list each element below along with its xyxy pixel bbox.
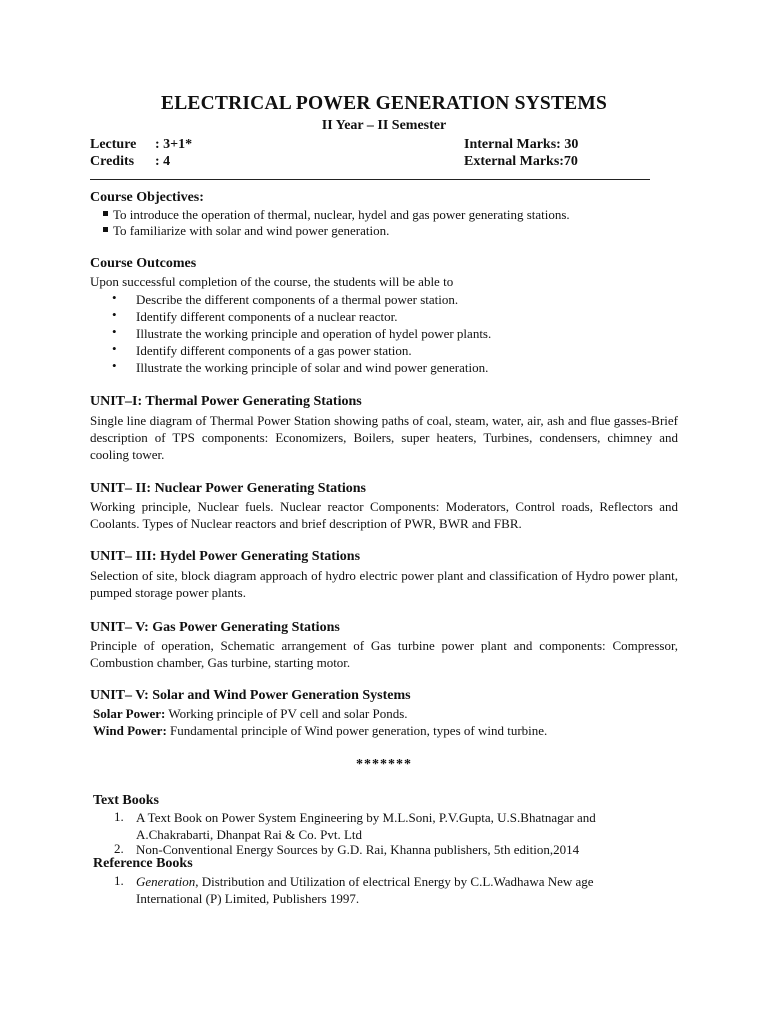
wind-power-text: Fundamental principle of Wind power generation, types of wind turbine. xyxy=(166,723,548,738)
page-subtitle: II Year – II Semester xyxy=(321,118,447,133)
unit-heading: UNIT– III: Hydel Power Generating Stations xyxy=(90,549,361,564)
external-marks: External Marks:70 xyxy=(464,154,578,169)
page-title: ELECTRICAL POWER GENERATION SYSTEMS xyxy=(160,93,608,114)
objective-item: To introduce the operation of thermal, nuclear, hydel and gas power generating stations. xyxy=(113,207,570,222)
solar-power-label: Solar Power: xyxy=(93,706,166,721)
outcome-item: Identify different components of a nuclear reactor. xyxy=(136,309,398,324)
square-bullet-icon xyxy=(103,227,108,232)
credits-value: : 4 xyxy=(155,154,171,169)
text-books-heading: Text Books xyxy=(93,793,160,808)
unit-heading: UNIT– V: Gas Power Generating Stations xyxy=(90,620,340,635)
square-bullet-icon xyxy=(103,211,108,216)
unit-heading: UNIT– II: Nuclear Power Generating Stations xyxy=(90,481,366,496)
bullet-icon: • xyxy=(112,358,117,373)
reference-italic-word: Generation xyxy=(136,874,196,889)
text-book-item: Non-Conventional Energy Sources by G.D. Rai, Khanna publishers, 5th edition,2014 xyxy=(136,842,580,857)
bullet-icon: • xyxy=(112,290,117,305)
list-number: 1. xyxy=(114,873,124,888)
objective-item: To familiarize with solar and wind power generation. xyxy=(113,223,390,238)
credits-label: Credits xyxy=(90,154,135,169)
reference-line-rest: , Distribution and Utilization of electrical Energy by C.L.Wadhawa New age xyxy=(195,874,594,889)
internal-marks: Internal Marks: 30 xyxy=(464,137,579,152)
unit-body: Principle of operation, Schematic arrangement of Gas turbine power plant and components: Compressor, Combustion chamber, Gas turbine, starting motor. xyxy=(90,638,678,670)
solar-power-line xyxy=(93,705,408,722)
unit-body: Selection of site, block diagram approach of hydro electric power plant and classification of Hydro power plant, pumped storage power plants. xyxy=(90,568,678,600)
bullet-icon: • xyxy=(112,307,117,322)
list-number: 1. xyxy=(114,809,124,824)
text-book-item: A Text Book on Power System Engineering by M.L.Soni, P.V.Gupta, U.S.Bhatnagar and xyxy=(136,810,596,825)
outcomes-heading: Course Outcomes xyxy=(90,256,197,271)
outcome-item: Illustrate the working principle and operation of hydel power plants. xyxy=(136,326,492,341)
outcome-item: Illustrate the working principle of solar and wind power generation. xyxy=(136,360,489,375)
solar-power-text: Working principle of PV cell and solar Ponds. xyxy=(165,706,408,721)
list-number: 2. xyxy=(114,841,124,856)
wind-power-line xyxy=(93,722,547,739)
unit-heading: UNIT–I: Thermal Power Generating Stations xyxy=(90,394,362,409)
reference-book-item xyxy=(136,873,594,890)
lecture-value: : 3+1* xyxy=(155,137,193,152)
reference-books-heading: Reference Books xyxy=(93,856,193,871)
outcome-item: Identify different components of a gas power station. xyxy=(136,343,412,358)
bullet-icon: • xyxy=(112,324,117,339)
outcome-item: Describe the different components of a thermal power station. xyxy=(136,292,459,307)
outcomes-intro: Upon successful completion of the course, the students will be able to xyxy=(90,274,454,289)
lecture-label: Lecture xyxy=(90,137,137,152)
text-book-item-cont: A.Chakrabarti, Dhanpat Rai & Co. Pvt. Ltd xyxy=(136,827,363,842)
section-separator: ******* xyxy=(356,757,412,772)
bullet-icon: • xyxy=(112,341,117,356)
wind-power-label: Wind Power: xyxy=(93,723,167,738)
header-divider xyxy=(90,179,650,180)
unit-body: Working principle, Nuclear fuels. Nuclear reactor Components: Moderators, Control roads, Reflectors and Coolants. Types of Nuclear reactors and brief description of PWR, BWR and FBR. xyxy=(90,499,678,531)
objectives-heading: Course Objectives: xyxy=(90,190,204,205)
unit-heading: UNIT– V: Solar and Wind Power Generation Systems xyxy=(90,688,411,703)
reference-book-item-cont: International (P) Limited, Publishers 1997. xyxy=(136,891,360,906)
unit-body: Single line diagram of Thermal Power Station showing paths of coal, steam, water, air, ash and flue gasses-Brief description of TPS components: Economizers, Boilers, super heaters, Turbines, condensers, chimney and cooling tower. xyxy=(90,413,678,462)
